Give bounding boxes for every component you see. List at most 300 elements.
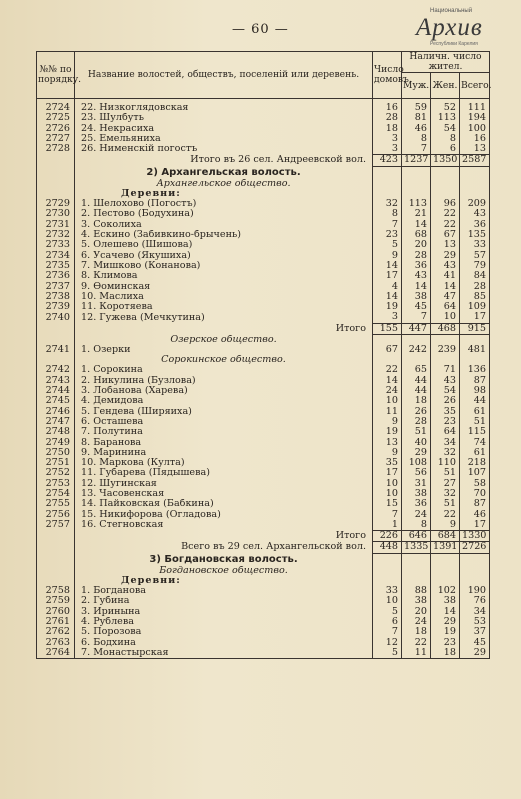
table-row xyxy=(37,113,490,123)
empty-cell xyxy=(431,355,460,365)
female-cell: 22 xyxy=(431,510,460,520)
table-row xyxy=(37,586,490,596)
total-cell: 36 xyxy=(460,220,490,230)
header-male: Муж. xyxy=(402,73,431,99)
total-label: Итого xyxy=(335,323,366,334)
society-title: Сорокинское общество. xyxy=(161,355,286,366)
houses-cell: 19 xyxy=(373,302,402,312)
table-row xyxy=(37,479,490,489)
settlement-name: 15. Никифорова (Огладова) xyxy=(81,509,221,520)
row-number: 2758 xyxy=(37,586,75,596)
houses-cell: 448 xyxy=(373,542,402,553)
table-row xyxy=(37,396,490,406)
row-number: 2747 xyxy=(37,417,75,427)
houses-cell: 9 xyxy=(373,448,402,458)
row-number: 2748 xyxy=(37,427,75,437)
villages-label: Деревни: xyxy=(121,575,181,586)
houses-cell: 226 xyxy=(373,531,402,542)
table-row xyxy=(37,468,490,478)
total-cell: 44 xyxy=(460,396,490,406)
total-cell: 58 xyxy=(460,479,490,489)
table-row xyxy=(37,134,490,144)
table-row xyxy=(37,648,490,659)
empty-cell xyxy=(402,576,431,586)
row-number xyxy=(37,189,75,199)
table-row xyxy=(37,520,490,531)
row-number: 2751 xyxy=(37,458,75,468)
total-cell: 43 xyxy=(460,209,490,219)
row-number: 2754 xyxy=(37,489,75,499)
houses-cell: 7 xyxy=(373,627,402,637)
male-cell: 18 xyxy=(402,396,431,406)
total-cell: 28 xyxy=(460,282,490,292)
total-cell: 61 xyxy=(460,448,490,458)
settlement-name: 4. Рублева xyxy=(81,617,134,628)
total-cell: 74 xyxy=(460,438,490,448)
male-cell: 38 xyxy=(402,489,431,499)
female-cell: 18 xyxy=(431,648,460,659)
female-cell: 113 xyxy=(431,113,460,123)
total-cell: 85 xyxy=(460,292,490,302)
houses-cell: 9 xyxy=(373,251,402,261)
row-number: 2724 xyxy=(37,103,75,113)
female-cell: 32 xyxy=(431,489,460,499)
houses-cell: 3 xyxy=(373,134,402,144)
male-cell: 45 xyxy=(402,302,431,312)
total-cell: 70 xyxy=(460,489,490,499)
houses-cell: 3 xyxy=(373,312,402,323)
female-cell: 102 xyxy=(431,586,460,596)
female-cell: 19 xyxy=(431,627,460,637)
empty-cell xyxy=(373,189,402,199)
row-number: 2756 xyxy=(37,510,75,520)
settlement-name: 7. Мишково (Конанова) xyxy=(81,260,201,271)
female-cell: 64 xyxy=(431,427,460,437)
archive-logo xyxy=(404,6,514,50)
row-number: 2729 xyxy=(37,199,75,209)
settlement-name: 12. Гужева (Мечкутина) xyxy=(81,312,205,323)
houses-cell: 14 xyxy=(373,292,402,302)
male-cell: 31 xyxy=(402,479,431,489)
empty-cell xyxy=(402,179,431,189)
row-number xyxy=(37,531,75,542)
table-row xyxy=(37,510,490,520)
empty-cell xyxy=(431,179,460,189)
settlement-name: 10. Маслиха xyxy=(81,291,144,302)
houses-cell: 24 xyxy=(373,386,402,396)
table-row xyxy=(37,448,490,458)
total-cell: 29 xyxy=(460,648,490,659)
houses-cell: 33 xyxy=(373,586,402,596)
row-number xyxy=(37,576,75,586)
empty-cell xyxy=(460,189,490,199)
female-cell: 43 xyxy=(431,261,460,271)
total-cell: 1330 xyxy=(460,531,490,542)
row-number: 2731 xyxy=(37,220,75,230)
female-cell: 23 xyxy=(431,638,460,648)
empty-cell xyxy=(431,189,460,199)
settlement-name: 4. Демидова xyxy=(81,396,144,407)
total-cell: 109 xyxy=(460,302,490,312)
female-cell: 6 xyxy=(431,144,460,155)
settlement-name: 3. Лобанова (Харева) xyxy=(81,386,188,397)
settlement-name: 8. Климова xyxy=(81,271,138,282)
table-row xyxy=(37,251,490,261)
table-row xyxy=(37,427,490,437)
male-cell: 28 xyxy=(402,251,431,261)
total-cell: 111 xyxy=(460,103,490,113)
empty-cell xyxy=(431,335,460,345)
female-cell: 29 xyxy=(431,617,460,627)
empty-cell xyxy=(460,576,490,586)
empty-cell xyxy=(402,335,431,345)
subheading xyxy=(37,576,490,586)
female-cell: 468 xyxy=(431,323,460,334)
houses-cell: 14 xyxy=(373,376,402,386)
row-number: 2745 xyxy=(37,396,75,406)
male-cell: 14 xyxy=(402,282,431,292)
row-number: 2753 xyxy=(37,479,75,489)
settlement-name: 25. Емельяниха xyxy=(81,133,161,144)
female-cell: 51 xyxy=(431,468,460,478)
row-number: 2740 xyxy=(37,312,75,323)
settlement-name: 6. Усачево (Якушиха) xyxy=(81,250,191,261)
row-number: 2742 xyxy=(37,365,75,375)
society-heading xyxy=(37,566,490,576)
logo-main-text: Архив xyxy=(416,14,483,41)
empty-cell xyxy=(402,566,431,576)
male-cell: 65 xyxy=(402,365,431,375)
male-cell: 46 xyxy=(402,124,431,134)
settlement-name: 5. Олешево (Шишова) xyxy=(81,240,193,251)
female-cell: 38 xyxy=(431,596,460,606)
row-number: 2762 xyxy=(37,627,75,637)
row-number: 2757 xyxy=(37,520,75,531)
row-number xyxy=(37,323,75,334)
header-female: Жен. xyxy=(431,73,460,99)
header-num: №№ по порядку. xyxy=(37,52,75,99)
empty-cell xyxy=(373,179,402,189)
houses-cell: 12 xyxy=(373,638,402,648)
total-cell: 76 xyxy=(460,596,490,606)
settlement-name: 23. Шулбуть xyxy=(81,113,144,124)
empty-cell xyxy=(402,189,431,199)
table-row xyxy=(37,103,490,113)
total-row xyxy=(37,323,490,334)
table-row xyxy=(37,365,490,375)
houses-cell: 17 xyxy=(373,468,402,478)
male-cell: 242 xyxy=(402,345,431,355)
table-row xyxy=(37,458,490,468)
row-number: 2728 xyxy=(37,144,75,155)
page-number: — 60 — xyxy=(232,22,289,37)
society-title: Озерское общество. xyxy=(170,334,277,345)
table-row xyxy=(37,376,490,386)
society-heading xyxy=(37,355,490,365)
row-number: 2763 xyxy=(37,638,75,648)
male-cell: 36 xyxy=(402,261,431,271)
male-cell: 28 xyxy=(402,417,431,427)
female-cell: 96 xyxy=(431,199,460,209)
male-cell: 21 xyxy=(402,209,431,219)
row-number xyxy=(37,566,75,576)
total-cell: 53 xyxy=(460,617,490,627)
female-cell: 32 xyxy=(431,448,460,458)
total-cell: 2726 xyxy=(460,542,490,553)
subheading xyxy=(37,189,490,199)
table-row xyxy=(37,345,490,355)
male-cell: 81 xyxy=(402,113,431,123)
row-number: 2730 xyxy=(37,209,75,219)
total-cell: 17 xyxy=(460,520,490,531)
male-cell: 14 xyxy=(402,220,431,230)
settlement-name: 22. Низкоглядовская xyxy=(81,103,189,113)
row-number xyxy=(37,355,75,365)
empty-cell xyxy=(373,553,402,565)
header-houses: Число домовъ. xyxy=(373,52,402,99)
table-row xyxy=(37,596,490,606)
volost-heading xyxy=(37,166,490,178)
society-heading xyxy=(37,335,490,345)
row-number: 2733 xyxy=(37,240,75,250)
empty-cell xyxy=(460,179,490,189)
settlement-name: 1. Сорокина xyxy=(81,365,143,376)
total-cell: 45 xyxy=(460,638,490,648)
row-number: 2732 xyxy=(37,230,75,240)
row-number: 2738 xyxy=(37,292,75,302)
female-cell: 54 xyxy=(431,386,460,396)
row-number: 2759 xyxy=(37,596,75,606)
empty-cell xyxy=(373,335,402,345)
volost-title: 3) Богдановская волость. xyxy=(149,554,298,566)
female-cell: 22 xyxy=(431,220,460,230)
male-cell: 24 xyxy=(402,617,431,627)
male-cell: 88 xyxy=(402,586,431,596)
total-cell: 34 xyxy=(460,607,490,617)
total-cell: 61 xyxy=(460,407,490,417)
houses-cell: 15 xyxy=(373,499,402,509)
table-row xyxy=(37,199,490,209)
table-row xyxy=(37,489,490,499)
houses-cell: 3 xyxy=(373,144,402,155)
table-row xyxy=(37,499,490,509)
row-number: 2744 xyxy=(37,386,75,396)
male-cell: 43 xyxy=(402,271,431,281)
female-cell: 22 xyxy=(431,209,460,219)
female-cell: 10 xyxy=(431,312,460,323)
empty-cell xyxy=(460,355,490,365)
female-cell: 9 xyxy=(431,520,460,531)
houses-cell: 14 xyxy=(373,261,402,271)
houses-cell: 5 xyxy=(373,240,402,250)
volost-heading xyxy=(37,553,490,565)
total-cell: 136 xyxy=(460,365,490,375)
settlement-name: 13. Часовенская xyxy=(81,488,165,499)
houses-cell: 16 xyxy=(373,103,402,113)
settlement-name: 5. Порозова xyxy=(81,627,142,638)
row-number: 2749 xyxy=(37,438,75,448)
settlement-name: 24. Некрасиха xyxy=(81,123,155,134)
total-cell: 84 xyxy=(460,271,490,281)
male-cell: 1335 xyxy=(402,542,431,553)
female-cell: 13 xyxy=(431,240,460,250)
table-row xyxy=(37,627,490,637)
header-total: Всего. xyxy=(460,73,490,99)
society-heading xyxy=(37,179,490,189)
houses-cell: 10 xyxy=(373,479,402,489)
male-cell: 18 xyxy=(402,627,431,637)
settlement-name: 14. Пайковская (Бабкина) xyxy=(81,499,214,510)
settlement-name: 2. Никулина (Бузлова) xyxy=(81,375,196,386)
empty-cell xyxy=(431,553,460,565)
male-cell: 22 xyxy=(402,638,431,648)
empty-cell xyxy=(460,553,490,565)
female-cell: 110 xyxy=(431,458,460,468)
settlement-name: 3. Иринына xyxy=(81,606,141,617)
empty-cell xyxy=(373,566,402,576)
male-cell: 7 xyxy=(402,312,431,323)
total-cell: 98 xyxy=(460,386,490,396)
row-number: 2734 xyxy=(37,251,75,261)
female-cell: 29 xyxy=(431,251,460,261)
row-number: 2746 xyxy=(37,407,75,417)
total-cell: 17 xyxy=(460,312,490,323)
total-cell: 100 xyxy=(460,124,490,134)
houses-cell: 9 xyxy=(373,417,402,427)
settlement-name: 26. Нименскій погостъ xyxy=(81,144,198,155)
houses-cell: 155 xyxy=(373,323,402,334)
row-number xyxy=(37,335,75,345)
settlement-name: 9. Ѳоминская xyxy=(81,281,151,292)
society-title: Богдановское общество. xyxy=(159,565,288,576)
houses-cell: 23 xyxy=(373,230,402,240)
society-title: Архангельское общество. xyxy=(156,178,291,189)
settlement-name: 6. Бодхина xyxy=(81,637,136,648)
houses-cell: 18 xyxy=(373,124,402,134)
villages-label: Деревни: xyxy=(121,188,181,199)
total-cell: 190 xyxy=(460,586,490,596)
row-number xyxy=(37,179,75,189)
settlement-name: 2. Губина xyxy=(81,596,130,607)
male-cell: 44 xyxy=(402,376,431,386)
settlement-name: 11. Губарева (Пядышева) xyxy=(81,468,210,479)
total-label: Итого xyxy=(335,530,366,542)
male-cell: 24 xyxy=(402,510,431,520)
female-cell: 71 xyxy=(431,365,460,375)
female-cell: 27 xyxy=(431,479,460,489)
empty-cell xyxy=(373,576,402,586)
female-cell: 23 xyxy=(431,417,460,427)
logo-top-text: Национальный xyxy=(430,8,473,14)
empty-cell xyxy=(373,166,402,178)
female-cell: 34 xyxy=(431,438,460,448)
settlement-name: 9. Маринина xyxy=(81,447,147,458)
table-row xyxy=(37,240,490,250)
empty-cell xyxy=(402,355,431,365)
settlement-name: 7. Монастырская xyxy=(81,647,169,658)
table-row xyxy=(37,438,490,448)
total-cell: 218 xyxy=(460,458,490,468)
settlement-name: 16. Стегновская xyxy=(81,519,164,531)
settlement-name: 1. Шелохово (Погостъ) xyxy=(81,199,197,210)
logo-bottom-text: Республики Карелия xyxy=(430,41,478,47)
total-cell: 37 xyxy=(460,627,490,637)
houses-cell: 28 xyxy=(373,113,402,123)
houses-cell: 8 xyxy=(373,209,402,219)
table-body xyxy=(37,99,490,659)
row-number: 2726 xyxy=(37,124,75,134)
total-cell: 194 xyxy=(460,113,490,123)
total-cell: 2587 xyxy=(460,155,490,166)
total-cell: 135 xyxy=(460,230,490,240)
total-label: Итого въ 26 сел. Андреевской вол. xyxy=(190,154,366,166)
total-cell: 13 xyxy=(460,144,490,155)
female-cell: 64 xyxy=(431,302,460,312)
settlement-name: 3. Соколиха xyxy=(81,219,142,230)
table-row xyxy=(37,607,490,617)
table-row xyxy=(37,302,490,312)
row-number: 2764 xyxy=(37,648,75,659)
table-row xyxy=(37,230,490,240)
settlement-name: 7. Полутина xyxy=(81,427,143,438)
female-cell: 47 xyxy=(431,292,460,302)
empty-cell xyxy=(402,166,431,178)
volost-title: 2) Архангельская волость. xyxy=(146,167,301,179)
female-cell: 41 xyxy=(431,271,460,281)
header-population: Наличн. число жител. xyxy=(402,52,490,73)
row-number: 2725 xyxy=(37,113,75,123)
male-cell: 11 xyxy=(402,648,431,659)
row-number xyxy=(37,542,75,553)
male-cell: 7 xyxy=(402,144,431,155)
settlement-name: 6. Осташева xyxy=(81,416,144,427)
table-row xyxy=(37,312,490,323)
male-cell: 108 xyxy=(402,458,431,468)
total-cell: 57 xyxy=(460,251,490,261)
settlement-name: 10. Маркова (Култа) xyxy=(81,458,185,469)
male-cell: 56 xyxy=(402,468,431,478)
total-cell: 107 xyxy=(460,468,490,478)
female-cell: 67 xyxy=(431,230,460,240)
table-row xyxy=(37,417,490,427)
row-number: 2761 xyxy=(37,617,75,627)
houses-cell: 7 xyxy=(373,220,402,230)
female-cell: 14 xyxy=(431,282,460,292)
empty-cell xyxy=(431,166,460,178)
table-row xyxy=(37,144,490,155)
male-cell: 20 xyxy=(402,607,431,617)
table-row xyxy=(37,220,490,230)
empty-cell xyxy=(402,553,431,565)
table-row xyxy=(37,292,490,302)
houses-cell: 32 xyxy=(373,199,402,209)
female-cell: 239 xyxy=(431,345,460,355)
settlement-name: 8. Баранова xyxy=(81,437,142,448)
row-number xyxy=(37,553,75,565)
total-row xyxy=(37,155,490,166)
female-cell: 8 xyxy=(431,134,460,144)
total-cell: 915 xyxy=(460,323,490,334)
table-row xyxy=(37,209,490,219)
total-cell: 481 xyxy=(460,345,490,355)
houses-cell: 4 xyxy=(373,282,402,292)
row-number xyxy=(37,155,75,166)
female-cell: 14 xyxy=(431,607,460,617)
total-cell: 209 xyxy=(460,199,490,209)
row-number: 2727 xyxy=(37,134,75,144)
female-cell: 51 xyxy=(431,499,460,509)
census-table xyxy=(36,51,490,659)
